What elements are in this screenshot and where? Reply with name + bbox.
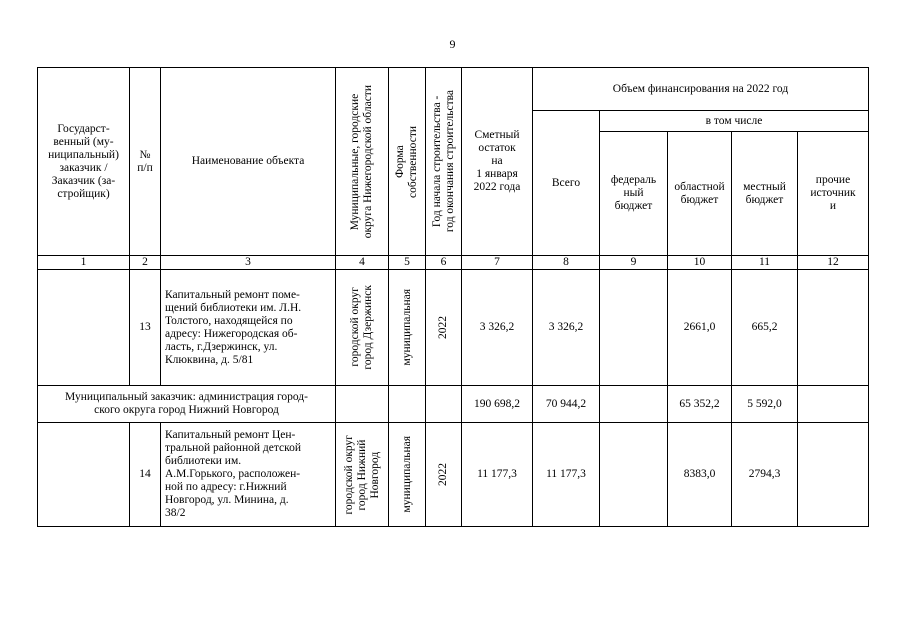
header-regional-budget: областной бюджет [668, 132, 732, 256]
column-number: 5 [389, 256, 426, 270]
district-cell: городской округ город Нижний Новгород [336, 423, 389, 527]
header-estimated-remaining: Сметный остаток на 1 января 2022 года [462, 68, 533, 256]
header-financing: Объем финансирования на 2022 год [533, 68, 869, 111]
header-other-sources: прочие источник и [798, 132, 869, 256]
other-cell [798, 270, 869, 386]
regional-cell: 2661,0 [668, 270, 732, 386]
subtotal-federal [600, 386, 668, 423]
row-number: 13 [130, 270, 161, 386]
district-cell: городской округ город Дзержинск [336, 270, 389, 386]
row-number: 14 [130, 423, 161, 527]
financing-table [37, 67, 869, 527]
header-object-name: Наименование объекта [161, 68, 336, 256]
header-including: в том числе [600, 111, 869, 132]
subtotal-regional: 65 352,2 [668, 386, 732, 423]
column-number: 8 [533, 256, 600, 270]
header-district: Муниципальные, городские округа Нижегородской области [336, 68, 389, 256]
total-cell: 11 177,3 [533, 423, 600, 527]
subtotal-remaining: 190 698,2 [462, 386, 533, 423]
ownership-cell: муниципальная [389, 270, 426, 386]
subtotal-ownership [389, 386, 426, 423]
year-cell: 2022 [426, 423, 462, 527]
object-name: Капитальный ремонт поме- щений библиотеки им. Л.Н. Толстого, находящейся по адресу: Нижегородская об- ласть, г.Дзержинск, ул. Клюквина, д. 5/81 [161, 270, 336, 386]
total-cell: 3 326,2 [533, 270, 600, 386]
column-number: 11 [732, 256, 798, 270]
subtotal-total: 70 944,2 [533, 386, 600, 423]
local-cell: 2794,3 [732, 423, 798, 527]
subtotal-district [336, 386, 389, 423]
ownership-cell: муниципальная [389, 423, 426, 527]
regional-cell: 8383,0 [668, 423, 732, 527]
column-number: 12 [798, 256, 869, 270]
header-number: № п/п [130, 68, 161, 256]
header-customer: Государст- венный (му- ниципальный) заказчик / Заказчик (за- стройщик) [38, 68, 130, 256]
subtotal-local: 5 592,0 [732, 386, 798, 423]
other-cell [798, 423, 869, 527]
header-ownership: Форма собственности [389, 68, 426, 256]
table-row [38, 423, 869, 527]
column-number: 3 [161, 256, 336, 270]
customer-cell [38, 423, 130, 527]
local-cell: 665,2 [732, 270, 798, 386]
column-number: 7 [462, 256, 533, 270]
column-number: 9 [600, 256, 668, 270]
subtotal-row [38, 386, 869, 423]
year-cell: 2022 [426, 270, 462, 386]
federal-cell [600, 423, 668, 527]
table-row [38, 270, 869, 386]
column-number: 4 [336, 256, 389, 270]
subtotal-other [798, 386, 869, 423]
header-local-budget: местный бюджет [732, 132, 798, 256]
customer-cell [38, 270, 130, 386]
column-number: 1 [38, 256, 130, 270]
column-number: 2 [130, 256, 161, 270]
header-total: Всего [533, 111, 600, 256]
object-name: Капитальный ремонт Цен- тральной районной детской библиотеки им. А.М.Горького, расположен- ной по адресу: г.Нижний Новгород, ул. Минина, д. 38/2 [161, 423, 336, 527]
subtotal-label: Муниципальный заказчик: администрация город- ского округа город Нижний Новгород [38, 386, 336, 423]
remaining-cell: 11 177,3 [462, 423, 533, 527]
column-numbers-row [38, 256, 869, 270]
column-number: 6 [426, 256, 462, 270]
header-federal-budget: федераль ный бюджет [600, 132, 668, 256]
federal-cell [600, 270, 668, 386]
header-construction-years: Год начала строительства - год окончания строительства [426, 68, 462, 256]
page-number: 9 [449, 37, 456, 51]
remaining-cell: 3 326,2 [462, 270, 533, 386]
column-number: 10 [668, 256, 732, 270]
subtotal-year [426, 386, 462, 423]
